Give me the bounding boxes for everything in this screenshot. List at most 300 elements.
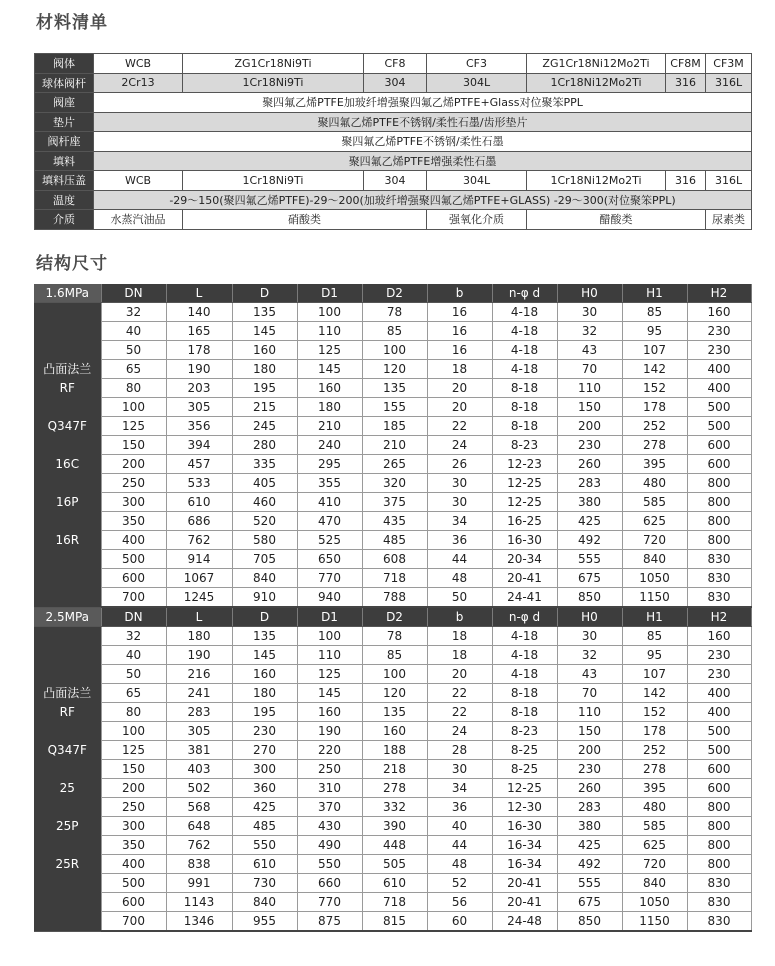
dimension-cell: 278 <box>362 779 427 798</box>
dimension-cell: 500 <box>687 741 751 760</box>
column-header: DN <box>101 284 166 303</box>
dimension-cell: 20 <box>427 665 492 684</box>
dimension-cell: 160 <box>297 703 362 722</box>
dimension-cell: 230 <box>687 665 751 684</box>
material-cell: 尿素类 <box>706 210 752 230</box>
material-row-label: 垫片 <box>35 112 94 132</box>
dimension-cell: 600 <box>687 760 751 779</box>
column-header: H2 <box>687 607 751 627</box>
material-row <box>35 132 752 152</box>
dimension-row <box>34 303 751 322</box>
dimension-cell: 30 <box>557 627 622 646</box>
dimension-cell: 8-18 <box>492 703 557 722</box>
dimension-cell: 210 <box>362 436 427 455</box>
dimension-cell: 625 <box>622 836 687 855</box>
dimension-cell: 955 <box>232 912 297 932</box>
dimension-cell: 185 <box>362 417 427 436</box>
dimension-cell: 700 <box>101 912 166 932</box>
flange-type-line: Q347F <box>47 742 87 757</box>
dimension-row <box>34 512 751 531</box>
dimension-cell: 381 <box>166 741 232 760</box>
flange-type-line <box>34 836 101 855</box>
flange-type-line <box>34 798 101 817</box>
dimension-cell: 283 <box>557 798 622 817</box>
dimension-cell: 533 <box>166 474 232 493</box>
dimension-cell: 260 <box>557 455 622 474</box>
dimension-cell: 52 <box>427 874 492 893</box>
dimension-cell: 4-18 <box>492 341 557 360</box>
dimension-row <box>34 779 751 798</box>
dimension-cell: 8-18 <box>492 379 557 398</box>
material-cell: CF8M <box>666 54 706 74</box>
dimension-cell: 135 <box>362 379 427 398</box>
dimension-row <box>34 627 751 646</box>
dimension-cell: 32 <box>557 322 622 341</box>
dimension-cell: 12-25 <box>492 779 557 798</box>
dimension-cell: 34 <box>427 512 492 531</box>
dimension-cell: 830 <box>687 874 751 893</box>
dimension-cell: 600 <box>687 436 751 455</box>
dimension-cell: 4-18 <box>492 303 557 322</box>
dimension-cell: 142 <box>622 360 687 379</box>
material-row <box>35 210 752 230</box>
dimension-header-row <box>34 284 751 303</box>
dimension-row <box>34 874 751 893</box>
dimension-cell: 34 <box>427 779 492 798</box>
dimension-cell: 660 <box>297 874 362 893</box>
dimension-cell: 230 <box>232 722 297 741</box>
dimension-row <box>34 341 751 360</box>
dimension-cell: 800 <box>687 817 751 836</box>
material-cell: 304L <box>427 73 527 93</box>
flange-type-line <box>34 760 101 779</box>
dimension-cell: 24 <box>427 436 492 455</box>
dimension-cell: 840 <box>232 569 297 588</box>
dimension-cell: 840 <box>622 874 687 893</box>
material-cell: 水蒸汽油品 <box>94 210 183 230</box>
dimension-cell: 120 <box>362 684 427 703</box>
dimension-row <box>34 893 751 912</box>
dimension-row <box>34 360 751 379</box>
dimension-cell: 150 <box>101 760 166 779</box>
dimension-cell: 555 <box>557 550 622 569</box>
material-cell: 316 <box>666 73 706 93</box>
dimension-cell: 568 <box>166 798 232 817</box>
dimension-row <box>34 684 751 703</box>
material-cell: 聚四氟乙烯PTFE加玻纤增强聚四氟乙烯PTFE+Glass对位聚笨PPL <box>94 93 752 113</box>
dimension-cell: 600 <box>101 569 166 588</box>
pressure-rating-label: 2.5MPa <box>34 607 101 627</box>
dimension-cell: 178 <box>622 398 687 417</box>
flange-type-line <box>34 512 101 531</box>
material-row <box>35 190 752 210</box>
dimension-cell: 585 <box>622 817 687 836</box>
dimension-cell: 107 <box>622 341 687 360</box>
dimension-cell: 457 <box>166 455 232 474</box>
dimension-cell: 720 <box>622 855 687 874</box>
dimension-cell: 4-18 <box>492 360 557 379</box>
flange-type-line: 凸面法兰 <box>43 685 92 700</box>
dimension-cell: 70 <box>557 360 622 379</box>
dimension-row <box>34 569 751 588</box>
dimension-cell: 830 <box>687 912 751 932</box>
dimension-cell: 300 <box>101 493 166 512</box>
dimension-cell: 241 <box>166 684 232 703</box>
dimension-cell: 648 <box>166 817 232 836</box>
flange-type-line: 16R <box>55 532 80 547</box>
dimension-cell: 283 <box>557 474 622 493</box>
dimension-cell: 200 <box>101 779 166 798</box>
dimension-cell: 140 <box>166 303 232 322</box>
dimension-cell: 500 <box>687 398 751 417</box>
dimension-cell: 20-41 <box>492 893 557 912</box>
dimension-cell: 48 <box>427 569 492 588</box>
dimension-cell: 142 <box>622 684 687 703</box>
dimension-cell: 135 <box>232 627 297 646</box>
dimension-cell: 800 <box>687 836 751 855</box>
dimension-cell: 1050 <box>622 893 687 912</box>
column-header: H2 <box>687 284 751 303</box>
dimension-cell: 610 <box>166 493 232 512</box>
flange-type-line: 25 <box>59 780 75 795</box>
dimension-cell: 95 <box>622 646 687 665</box>
dimension-row <box>34 379 751 398</box>
dimension-cell: 85 <box>362 646 427 665</box>
dimension-cell: 210 <box>297 417 362 436</box>
dimension-cell: 30 <box>427 493 492 512</box>
column-header: D2 <box>362 607 427 627</box>
dimension-cell: 940 <box>297 588 362 608</box>
dimension-cell: 8-25 <box>492 741 557 760</box>
dimension-cell: 800 <box>687 474 751 493</box>
material-cell: -29～150(聚四氟乙烯PTFE)-29～200(加玻纤增强聚四氟乙烯PTFE+GLASS) -29～300(对位聚笨PPL) <box>94 190 752 210</box>
dimension-cell: 230 <box>557 760 622 779</box>
dimension-cell: 838 <box>166 855 232 874</box>
dimension-cell: 160 <box>362 722 427 741</box>
dimension-cell: 150 <box>101 436 166 455</box>
dimension-cell: 400 <box>101 531 166 550</box>
dimension-cell: 44 <box>427 550 492 569</box>
dimension-cell: 395 <box>622 455 687 474</box>
dimension-cell: 390 <box>362 817 427 836</box>
dimension-cell: 12-23 <box>492 455 557 474</box>
dimension-cell: 675 <box>557 569 622 588</box>
dimension-row <box>34 588 751 608</box>
material-cell: 聚四氟乙烯PTFE不锈钢/柔性石墨 <box>94 132 752 152</box>
dimension-cell: 230 <box>687 646 751 665</box>
dimension-cell: 43 <box>557 665 622 684</box>
material-cell: CF3M <box>706 54 752 74</box>
dimension-cell: 150 <box>557 722 622 741</box>
flange-type-line <box>34 474 101 493</box>
dimension-cell: 356 <box>166 417 232 436</box>
dimension-cell: 152 <box>622 379 687 398</box>
dimension-cell: 145 <box>297 684 362 703</box>
dimension-cell: 260 <box>557 779 622 798</box>
dimension-cell: 107 <box>622 665 687 684</box>
dimension-cell: 395 <box>622 779 687 798</box>
dimension-cell: 85 <box>622 303 687 322</box>
material-cell: 醋酸类 <box>527 210 706 230</box>
dimension-row <box>34 722 751 741</box>
dimension-cell: 16 <box>427 341 492 360</box>
dimension-cell: 425 <box>557 512 622 531</box>
material-row-label: 阀杆座 <box>35 132 94 152</box>
dimension-cell: 200 <box>557 741 622 760</box>
dimension-cell: 8-18 <box>492 417 557 436</box>
dimension-cell: 40 <box>427 817 492 836</box>
dimension-cell: 686 <box>166 512 232 531</box>
flange-type-line <box>34 722 101 741</box>
dimension-cell: 30 <box>557 303 622 322</box>
dimension-row <box>34 798 751 817</box>
flange-type-line: RF <box>59 704 75 719</box>
dimension-cell: 12-25 <box>492 474 557 493</box>
dimension-cell: 230 <box>557 436 622 455</box>
dimension-cell: 875 <box>297 912 362 932</box>
dimension-cell: 425 <box>557 836 622 855</box>
dimension-cell: 585 <box>622 493 687 512</box>
dimension-cell: 850 <box>557 912 622 932</box>
material-row <box>35 151 752 171</box>
material-cell: 聚四氟乙烯PTFE不锈钢/柔性石墨/齿形垫片 <box>94 112 752 132</box>
dimension-cell: 180 <box>232 360 297 379</box>
dimension-cell: 80 <box>101 703 166 722</box>
dimension-cell: 1150 <box>622 588 687 608</box>
dimension-cell: 332 <box>362 798 427 817</box>
dimension-cell: 295 <box>297 455 362 474</box>
dimension-cell: 218 <box>362 760 427 779</box>
dimension-cell: 400 <box>101 855 166 874</box>
dimension-cell: 600 <box>687 779 751 798</box>
column-header: D1 <box>297 284 362 303</box>
materials-section-title: 材料清单 <box>36 13 108 33</box>
dimension-cell: 28 <box>427 741 492 760</box>
dimension-cell: 283 <box>166 703 232 722</box>
dimension-cell: 830 <box>687 588 751 608</box>
flange-type-line <box>34 398 101 417</box>
dimension-row <box>34 912 751 932</box>
dimension-cell: 48 <box>427 855 492 874</box>
material-row <box>35 112 752 132</box>
dimension-cell: 12-25 <box>492 493 557 512</box>
dimension-cell: 160 <box>232 665 297 684</box>
dimension-cell: 190 <box>166 646 232 665</box>
dimension-cell: 310 <box>297 779 362 798</box>
column-header: n-φ d <box>492 284 557 303</box>
dimension-cell: 60 <box>427 912 492 932</box>
dimension-cell: 770 <box>297 569 362 588</box>
dimension-cell: 160 <box>687 627 751 646</box>
materials-table <box>34 53 752 230</box>
dimension-cell: 20 <box>427 398 492 417</box>
dimension-cell: 320 <box>362 474 427 493</box>
dimension-cell: 1346 <box>166 912 232 932</box>
dimension-cell: 203 <box>166 379 232 398</box>
dimension-cell: 100 <box>362 665 427 684</box>
dimension-cell: 400 <box>687 684 751 703</box>
dimension-cell: 800 <box>687 493 751 512</box>
material-cell: 304 <box>364 73 427 93</box>
dimension-cell: 800 <box>687 855 751 874</box>
dimension-cell: 375 <box>362 493 427 512</box>
flange-type-label <box>34 627 101 932</box>
dimension-cell: 650 <box>297 550 362 569</box>
dimension-cell: 20 <box>427 379 492 398</box>
material-row-label: 填料 <box>35 151 94 171</box>
dimension-cell: 20-41 <box>492 874 557 893</box>
dimension-cell: 505 <box>362 855 427 874</box>
material-cell: 304L <box>427 171 527 191</box>
dimension-cell: 250 <box>101 798 166 817</box>
dimension-cell: 22 <box>427 703 492 722</box>
flange-type-line: 25R <box>55 856 80 871</box>
dimension-row <box>34 493 751 512</box>
dimension-cell: 1150 <box>622 912 687 932</box>
dimension-cell: 110 <box>557 703 622 722</box>
dimension-cell: 195 <box>232 379 297 398</box>
dimension-cell: 300 <box>232 760 297 779</box>
dimension-cell: 425 <box>232 798 297 817</box>
column-header: H0 <box>557 607 622 627</box>
dimension-cell: 220 <box>297 741 362 760</box>
dimension-cell: 600 <box>687 455 751 474</box>
dimension-cell: 490 <box>297 836 362 855</box>
dimension-cell: 705 <box>232 550 297 569</box>
dimension-cell: 16-30 <box>492 817 557 836</box>
dimension-cell: 305 <box>166 722 232 741</box>
material-cell: 316L <box>706 171 752 191</box>
dimension-cell: 145 <box>232 646 297 665</box>
dimension-cell: 718 <box>362 893 427 912</box>
dimension-cell: 32 <box>101 303 166 322</box>
dimension-cell: 50 <box>427 588 492 608</box>
dimension-cell: 500 <box>101 550 166 569</box>
dimension-cell: 675 <box>557 893 622 912</box>
dimension-cell: 360 <box>232 779 297 798</box>
dimension-cell: 110 <box>297 322 362 341</box>
pressure-rating-label: 1.6MPa <box>34 284 101 303</box>
dimension-cell: 8-23 <box>492 436 557 455</box>
dimension-cell: 160 <box>297 379 362 398</box>
dimension-cell: 492 <box>557 855 622 874</box>
dimension-cell: 78 <box>362 303 427 322</box>
dimension-cell: 278 <box>622 436 687 455</box>
dimension-cell: 525 <box>297 531 362 550</box>
dimension-cell: 770 <box>297 893 362 912</box>
dimension-cell: 580 <box>232 531 297 550</box>
dimension-cell: 762 <box>166 531 232 550</box>
column-header: H1 <box>622 284 687 303</box>
flange-type-line: Q347F <box>47 418 87 433</box>
column-header: H1 <box>622 607 687 627</box>
dimension-cell: 410 <box>297 493 362 512</box>
dimension-cell: 40 <box>101 322 166 341</box>
dimension-cell: 730 <box>232 874 297 893</box>
dimension-cell: 520 <box>232 512 297 531</box>
dimension-cell: 16-34 <box>492 836 557 855</box>
dimension-cell: 492 <box>557 531 622 550</box>
dimension-row <box>34 855 751 874</box>
material-cell: 1Cr18Ni12Mo2Ti <box>527 73 666 93</box>
dimension-cell: 448 <box>362 836 427 855</box>
dimension-cell: 555 <box>557 874 622 893</box>
dimension-cell: 800 <box>687 531 751 550</box>
dimension-cell: 152 <box>622 703 687 722</box>
dimension-cell: 8-18 <box>492 684 557 703</box>
dimension-row <box>34 398 751 417</box>
dimension-cell: 188 <box>362 741 427 760</box>
dimension-cell: 991 <box>166 874 232 893</box>
dimension-cell: 608 <box>362 550 427 569</box>
dimension-cell: 625 <box>622 512 687 531</box>
dimension-cell: 50 <box>101 341 166 360</box>
material-cell: ZG1Cr18Ni12Mo2Ti <box>527 54 666 74</box>
flange-type-line: RF <box>59 380 75 395</box>
dimension-cell: 43 <box>557 341 622 360</box>
dimension-cell: 405 <box>232 474 297 493</box>
material-cell: CF3 <box>427 54 527 74</box>
dimension-cell: 910 <box>232 588 297 608</box>
material-row-label: 球体阀杆 <box>35 73 94 93</box>
dimension-cell: 252 <box>622 741 687 760</box>
material-row-label: 温度 <box>35 190 94 210</box>
dimension-cell: 178 <box>166 341 232 360</box>
dimension-cell: 16 <box>427 322 492 341</box>
dimension-cell: 355 <box>297 474 362 493</box>
dimension-cell: 1050 <box>622 569 687 588</box>
dimension-cell: 250 <box>101 474 166 493</box>
dimension-cell: 788 <box>362 588 427 608</box>
material-cell: 1Cr18Ni9Ti <box>183 73 364 93</box>
column-header: b <box>427 284 492 303</box>
dimension-cell: 400 <box>687 703 751 722</box>
dimension-cell: 800 <box>687 512 751 531</box>
dimension-cell: 500 <box>101 874 166 893</box>
dimension-row <box>34 322 751 341</box>
dimension-cell: 485 <box>362 531 427 550</box>
dimension-cell: 56 <box>427 893 492 912</box>
column-header: n-φ d <box>492 607 557 627</box>
dimension-cell: 190 <box>166 360 232 379</box>
flange-type-line: 16P <box>55 494 79 509</box>
dimension-cell: 250 <box>297 760 362 779</box>
dimension-cell: 18 <box>427 360 492 379</box>
material-cell: 316 <box>666 171 706 191</box>
dimension-cell: 180 <box>297 398 362 417</box>
dimension-cell: 430 <box>297 817 362 836</box>
dimension-cell: 610 <box>362 874 427 893</box>
material-row <box>35 54 752 74</box>
dimension-cell: 16-25 <box>492 512 557 531</box>
dimension-row <box>34 531 751 550</box>
dimension-cell: 815 <box>362 912 427 932</box>
dimension-cell: 40 <box>101 646 166 665</box>
dimension-cell: 12-30 <box>492 798 557 817</box>
dimension-cell: 125 <box>297 665 362 684</box>
material-cell: ZG1Cr18Ni9Ti <box>183 54 364 74</box>
material-cell: 304 <box>364 171 427 191</box>
dimension-cell: 65 <box>101 360 166 379</box>
dimension-cell: 914 <box>166 550 232 569</box>
material-cell: 强氧化介质 <box>427 210 527 230</box>
dimensions-section-title: 结构尺寸 <box>36 254 108 274</box>
dimension-row <box>34 455 751 474</box>
dimension-cell: 502 <box>166 779 232 798</box>
dimension-row <box>34 550 751 569</box>
dimension-cell: 335 <box>232 455 297 474</box>
dimension-cell: 278 <box>622 760 687 779</box>
